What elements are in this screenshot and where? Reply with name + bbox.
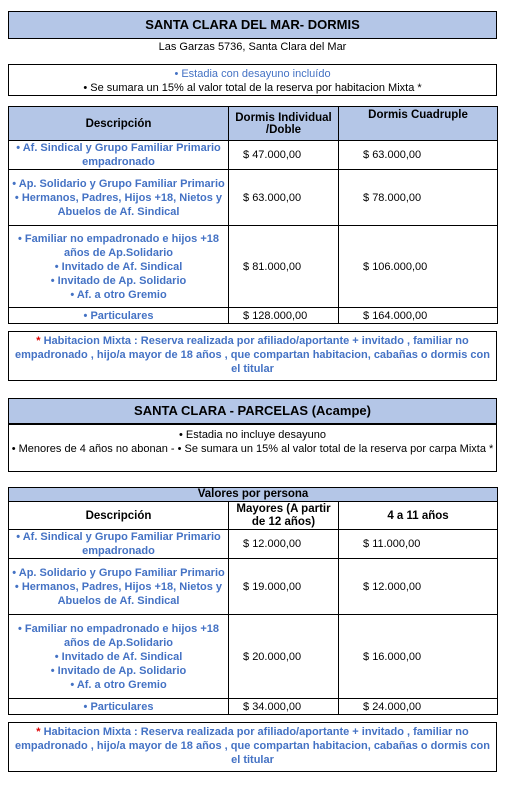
table-row: • Ap. Solidario y Grupo Familiar Primario • Hermanos, Padres, Hijos +18, Nietos y Abuelos de Af. Sindical $ 19.000,00 $ 12.000,00 (9, 559, 498, 615)
col-header-individual-doble: Dormis Individual /Doble (229, 107, 339, 141)
col-header-description: Descripción (9, 502, 229, 530)
dormis-info-line: • Estadia con desayuno incluído (174, 68, 331, 80)
table-row: • Af. Sindical y Grupo Familiar Primario empadronado $ 12.000,00 $ 11.000,00 (9, 530, 498, 559)
group-header-valores: Valores por persona (9, 488, 498, 502)
note-asterisk: * (36, 726, 41, 738)
parcelas-info-line: • Menores de 4 años no abonan - • Se sumara un 15% al valor total de la reserva por carpa Mixta * (11, 443, 494, 455)
table-row: • Ap. Solidario y Grupo Familiar Primario • Hermanos, Padres, Hijos +18, Nietos y Abuelos de Af. Sindical $ 63.000,00 $ 78.000,00 (9, 170, 498, 226)
table-row: • Particulares $ 128.000,00 $ 164.000,00 (9, 308, 498, 324)
col-header-description: Descripción (9, 107, 229, 141)
parcelas-price-table (8, 487, 498, 715)
dormis-title: SANTA CLARA DEL MAR- DORMIS (8, 11, 497, 39)
note-asterisk: * (36, 335, 41, 347)
parcelas-info (8, 424, 497, 472)
dormis-info-line: • Se sumara un 15% al valor total de la reserva por habitacion Mixta * (83, 82, 422, 94)
table-row: • Particulares $ 34.000,00 $ 24.000,00 (9, 699, 498, 715)
table-row: • Familiar no empadronado e hijos +18 años de Ap.Solidario • Invitado de Af. Sindical • Invitado de Ap. Solidario • Af. a otro Gremio $ 81.000,00 $ 106.000,00 (9, 226, 498, 308)
col-header-cuadruple: Dormis Cuadruple (339, 107, 498, 141)
parcelas-title: SANTA CLARA - PARCELAS (Acampe) (8, 398, 497, 424)
parcelas-mixta-note: * Habitacion Mixta : Reserva realizada por afiliado/aportante + invitado , familiar no empadronado , hijo/a mayor de 18 años , que compartan habitacion, cabañas o dormis con el titular (8, 722, 497, 772)
col-header-mayores: Mayores (A partir de 12 años) (229, 502, 339, 530)
dormis-mixta-note: * Habitacion Mixta : Reserva realizada por afiliado/aportante + invitado , familiar no empadronado , hijo/a mayor de 18 años , que compartan habitacion, cabañas o dormis con el titular (8, 331, 497, 381)
dormis-info (8, 64, 497, 96)
parcelas-info-line: • Estadia no incluye desayuno (179, 429, 326, 441)
table-row: • Familiar no empadronado e hijos +18 años de Ap.Solidario • Invitado de Af. Sindical • Invitado de Ap. Solidario • Af. a otro Gremio $ 20.000,00 $ 16.000,00 (9, 615, 498, 699)
table-row: • Af. Sindical y Grupo Familiar Primario empadronado $ 47.000,00 $ 63.000,00 (9, 141, 498, 170)
col-header-4-11: 4 a 11 años (339, 502, 498, 530)
dormis-address: Las Garzas 5736, Santa Clara del Mar (158, 41, 347, 53)
dormis-price-table (8, 106, 498, 324)
